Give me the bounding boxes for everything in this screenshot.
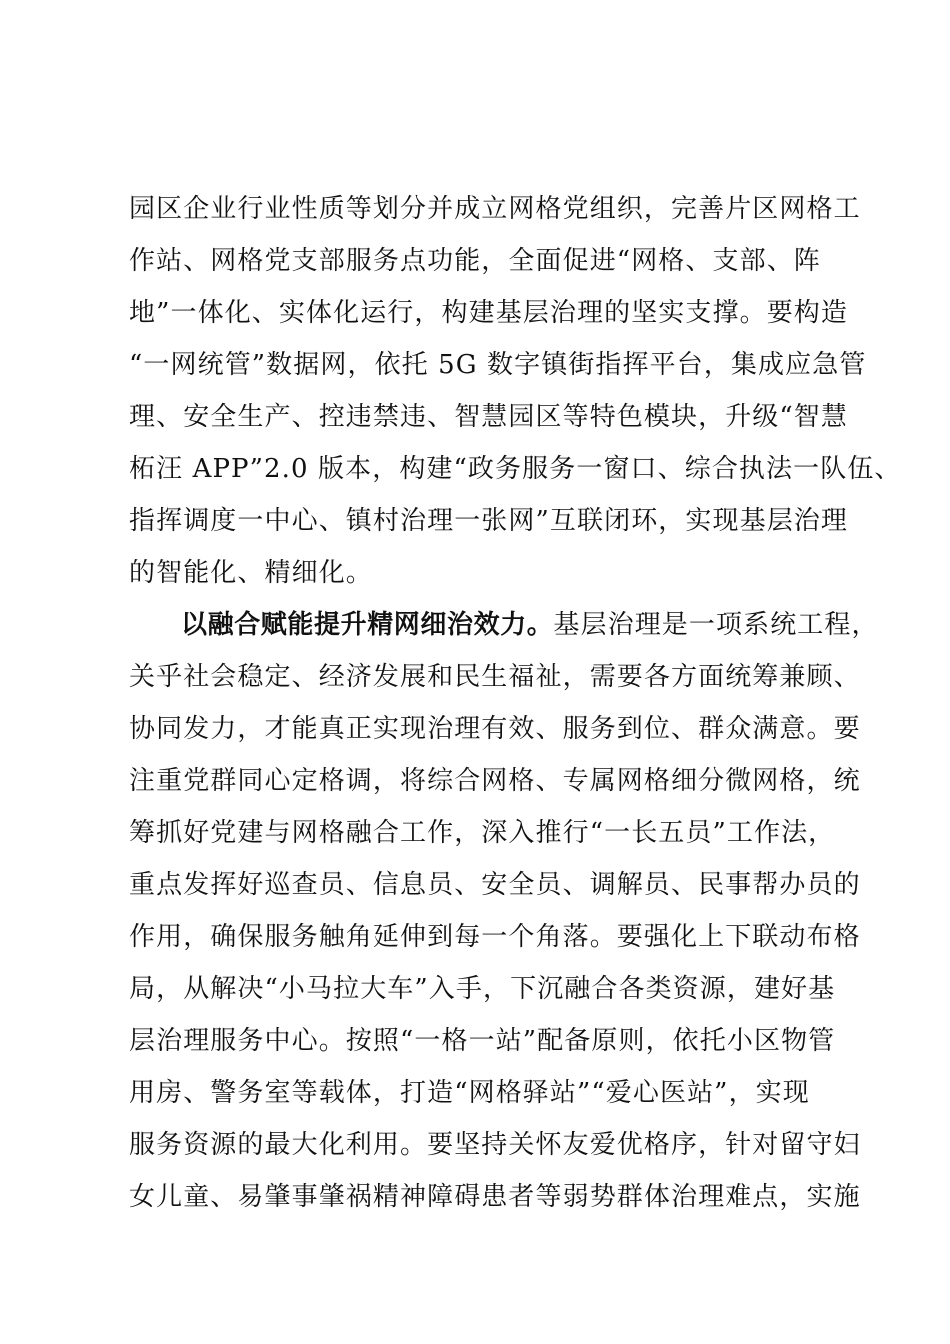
text-line: 园区企业行业性质等划分并成立网格党组织，完善片区网格工	[129, 194, 861, 224]
document-body	[129, 183, 902, 1223]
text-line: 的智能化、精细化。	[129, 558, 373, 588]
text-line: “一网统管”数据网，依托 5G 数字镇街指挥平台，集成应急管	[129, 350, 867, 380]
text-line: 重点发挥好巡查员、信息员、安全员、调解员、民事帮办员的	[129, 870, 861, 900]
text-line: 用房、警务室等载体，打造“网格驿站”“爱心医站”，实现	[129, 1078, 810, 1108]
paragraph-heading: 以融合赋能提升精网细治效力。	[181, 610, 554, 640]
text-line: 注重党群同心定格调，将综合网格、专属网格细分微网格，统	[129, 766, 861, 796]
text-line: 协同发力，才能真正实现治理有效、服务到位、群众满意。要	[129, 714, 861, 744]
paragraph-2	[129, 599, 879, 1223]
paragraph-1	[129, 183, 902, 599]
text-line: 柘汪 APP”2.0 版本，构建“政务服务一窗口、综合执法一队伍、	[129, 454, 902, 484]
text-line: 理、安全生产、控违禁违、智慧园区等特色模块，升级“智慧	[129, 402, 848, 432]
text-line: 筹抓好党建与网格融合工作，深入推行“一长五员”工作法，	[129, 818, 836, 848]
text-line: 作站、网格党支部服务点功能，全面促进“网格、支部、阵	[129, 246, 821, 276]
text-line: 地”一体化、实体化运行，构建基层治理的坚实支撑。要构造	[129, 298, 848, 328]
text-line: 指挥调度一中心、镇村治理一张网”互联闭环，实现基层治理	[129, 506, 848, 536]
text-line: 作用，确保服务触角延伸到每一个角落。要强化上下联动布格	[129, 922, 861, 952]
text-line: 服务资源的最大化利用。要坚持关怀友爱优格序，针对留守妇	[129, 1130, 861, 1160]
text-run: 基层治理是一项系统工程，	[553, 610, 879, 640]
text-line: 局，从解决“小马拉大车”入手，下沉融合各类资源，建好基	[129, 974, 836, 1004]
paragraph-first-line	[129, 599, 879, 651]
text-line: 女儿童、易肇事肇祸精神障碍患者等弱势群体治理难点，实施	[129, 1182, 861, 1212]
text-line: 层治理服务中心。按照“一格一站”配备原则，依托小区物管	[129, 1026, 836, 1056]
text-line: 关乎社会稳定、经济发展和民生福祉，需要各方面统筹兼顾、	[129, 662, 861, 692]
